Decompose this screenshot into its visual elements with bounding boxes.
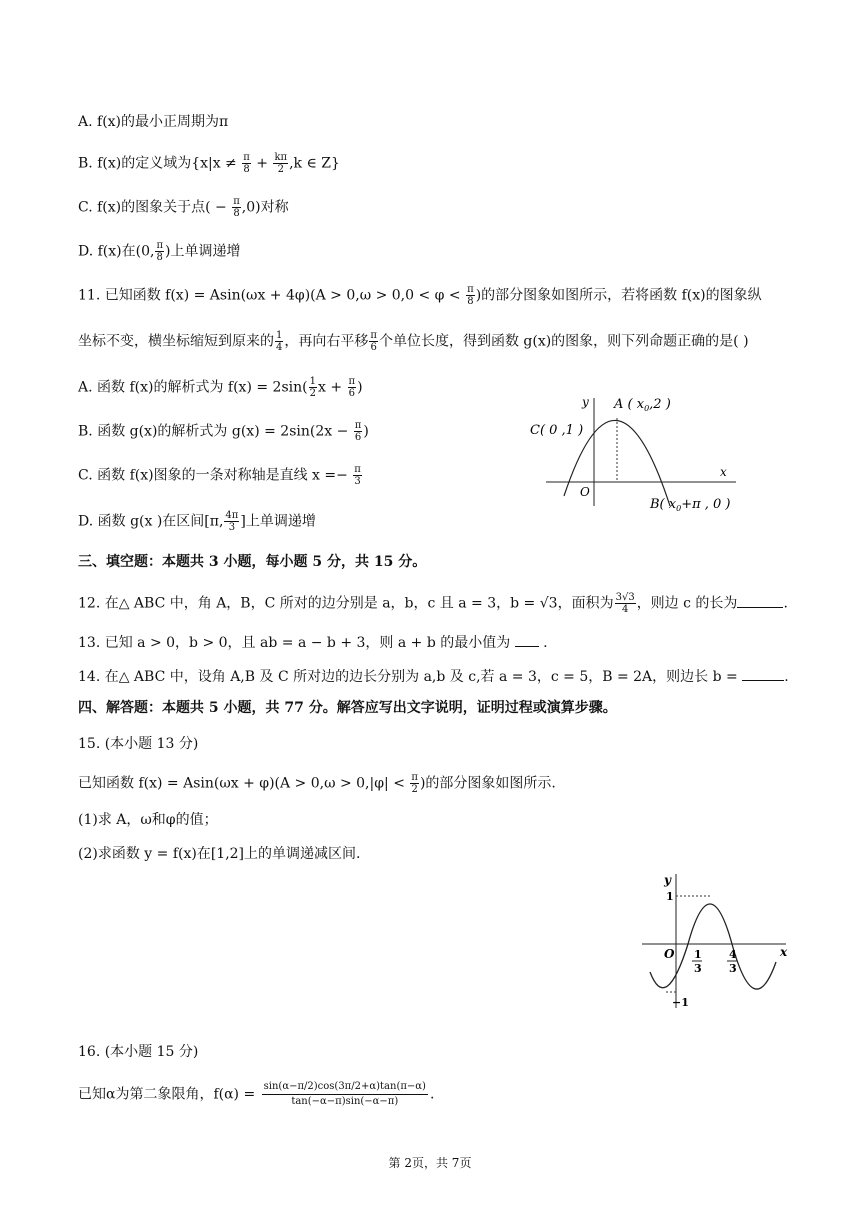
q13-post: . bbox=[543, 635, 548, 651]
q11-stem-pre: 11. 已知函数 f(x) = Asin(ωx + 4φ)(A > 0,ω > 0,0 < φ < bbox=[78, 287, 466, 304]
fraction-denominator: 8 bbox=[467, 296, 474, 307]
q11-stem-line2 bbox=[78, 330, 749, 353]
fraction-denominator: 3 bbox=[354, 476, 361, 487]
fraction-numerator: 3√3 bbox=[615, 592, 635, 603]
fraction bbox=[353, 464, 362, 487]
fraction-numerator: π bbox=[233, 196, 240, 207]
point-b-sub: 0 bbox=[676, 504, 682, 513]
origin-label: O bbox=[580, 485, 590, 499]
fraction bbox=[262, 1080, 428, 1109]
answer-blank[interactable] bbox=[742, 666, 784, 681]
q10-option-b bbox=[78, 152, 340, 175]
q15-part1: (1)求 A，ω和φ的值； bbox=[78, 812, 218, 828]
q11-stem2-mid: ，再向右平移 bbox=[284, 333, 369, 350]
q10-option-d bbox=[78, 240, 241, 263]
fraction-denominator: 2 bbox=[309, 388, 316, 399]
q10-option-b-pre: B. f(x)的定义域为{x|x ≠ bbox=[78, 155, 242, 172]
q13 bbox=[78, 632, 548, 653]
q11-option-a-post: ) bbox=[357, 379, 363, 396]
q16-stem-pre: 已知α为第二象限角，f(α) = bbox=[78, 1086, 260, 1103]
answer-blank[interactable] bbox=[515, 632, 539, 647]
x-tick-four-thirds-den: 3 bbox=[729, 962, 737, 975]
y-axis-label: y bbox=[664, 873, 671, 887]
q12-pre: 12. 在△ ABC 中，角 A，B，C 所对的边分别是 a，b，c 且 a = 3，b = √3，面积为 bbox=[78, 595, 614, 612]
answer-blank[interactable] bbox=[737, 593, 783, 608]
q11-option-c-pre: C. 函数 f(x)图象的一条对称轴是直线 x =− bbox=[78, 467, 353, 484]
point-b-label bbox=[649, 497, 731, 513]
fraction-numerator: 4π bbox=[225, 510, 239, 521]
fraction bbox=[615, 592, 636, 615]
y-axis-label: y bbox=[582, 395, 589, 409]
q11-option-a-mid: x + bbox=[317, 379, 347, 396]
q14: 14. 在△ ABC 中，设角 A,B 及 C 所对边的边长分别为 a,b 及 c,若 a = 3，c = 5，B = 2A，则边长 b = . bbox=[78, 666, 789, 687]
q15-stem-pre: 已知函数 f(x) = Asin(ωx + φ)(A > 0,ω > 0,|φ| < bbox=[78, 775, 410, 792]
q15-stem bbox=[78, 772, 556, 795]
page-footer: 第 2页，共 7页 bbox=[388, 1156, 472, 1170]
q10-option-d-pre: D. f(x)在(0, bbox=[78, 243, 155, 260]
fraction-numerator: 1 bbox=[276, 330, 283, 341]
fraction-numerator: π bbox=[370, 330, 377, 341]
q15-stem-post: )的部分图象如图所示. bbox=[419, 775, 556, 792]
q11-option-d-pre: D. 函数 g(x )在区间[π, bbox=[78, 513, 224, 530]
section4-heading: 四、解答题：本题共 5 小题，共 77 分。解答应写出文字说明，证明过程或演算步骤。 bbox=[78, 700, 617, 716]
fraction bbox=[309, 376, 317, 399]
q15-part2: (2)求函数 y = f(x)在[1,2]上的单调递减区间. bbox=[78, 846, 361, 862]
fraction bbox=[466, 284, 475, 307]
q15-heading: 15. (本小题 13 分) bbox=[78, 736, 199, 752]
y-tick-neg-one: −1 bbox=[672, 996, 689, 1009]
q10-option-c-post: ,0)对称 bbox=[241, 199, 289, 216]
fraction-denominator: 8 bbox=[156, 252, 163, 263]
q11-option-d-post: ]上单调递增 bbox=[240, 513, 316, 530]
q12-post: ，则边 c 的长为 bbox=[636, 595, 738, 612]
fraction bbox=[275, 330, 283, 353]
q10-option-b-post: ,k ∈ Z} bbox=[289, 155, 340, 172]
point-a-sub: 0 bbox=[644, 404, 650, 413]
fraction-numerator: π bbox=[156, 240, 164, 251]
fraction bbox=[369, 330, 378, 353]
q11-stem2-post: 个单位长度，得到函数 g(x)的图象，则下列命题正确的是( ) bbox=[378, 333, 749, 350]
fraction-numerator: π bbox=[243, 152, 250, 163]
fraction-denominator: 4 bbox=[621, 604, 629, 615]
q10-option-c-pre: C. f(x)的图象关于点( − bbox=[78, 199, 232, 216]
q11-option-d bbox=[78, 510, 316, 533]
fraction bbox=[273, 152, 288, 175]
fraction-denominator: tan(−α−π)sin(−α−π) bbox=[291, 1096, 399, 1107]
fraction-denominator: 2 bbox=[411, 784, 418, 795]
q10-option-d-post: )上单调递增 bbox=[165, 243, 241, 260]
point-a-post: ,2 ) bbox=[649, 397, 671, 412]
q16-stem bbox=[78, 1080, 434, 1109]
point-c-label: C( 0 ,1 ) bbox=[530, 423, 584, 438]
x-axis-label: x bbox=[720, 465, 727, 479]
fraction-numerator: π bbox=[467, 284, 474, 295]
q10-option-a-text: A. f(x)的最小正周期为π bbox=[78, 114, 229, 130]
x-tick-four-thirds-num: 4 bbox=[729, 948, 737, 961]
q10-option-c bbox=[78, 196, 289, 219]
point-b-text: B( x bbox=[650, 497, 677, 512]
fraction-numerator: sin(α−π/2)cos(3π/2+α)tan(π−α) bbox=[262, 1080, 428, 1095]
q11-option-b-post: ) bbox=[363, 423, 369, 440]
fraction-numerator: π bbox=[411, 772, 418, 783]
q10-option-a bbox=[78, 112, 228, 132]
q16-stem-post: . bbox=[429, 1086, 435, 1103]
q11-option-a bbox=[78, 376, 363, 399]
fraction bbox=[410, 772, 419, 795]
q11-option-b-pre: B. 函数 g(x)的解析式为 g(x) = 2sin(2x − bbox=[78, 423, 353, 440]
q14-pre: 14. 在△ ABC 中，设角 A,B 及 C 所对边的边长分别为 a,b 及 c,若 a = 3，c = 5，B = 2A，则边长 b = bbox=[78, 669, 738, 685]
q15-graph-figure bbox=[636, 868, 796, 1012]
q13-pre: 13. 已知 a > 0，b > 0，且 ab = a − b + 3，则 a + b 的最小值为 bbox=[78, 635, 511, 651]
section3-heading: 三、填空题：本题共 3 小题，每小题 5 分，共 15 分。 bbox=[78, 554, 427, 570]
fraction-denominator: 2 bbox=[277, 164, 284, 175]
fraction-denominator: 8 bbox=[243, 164, 250, 175]
fraction-denominator: 8 bbox=[233, 208, 240, 219]
q11-option-b bbox=[78, 420, 369, 443]
fraction bbox=[155, 240, 164, 263]
fraction bbox=[232, 196, 241, 219]
y-tick-one: 1 bbox=[666, 890, 674, 903]
q11-option-c bbox=[78, 464, 363, 487]
q12: 12. 在△ ABC 中，角 A，B，C 所对的边分别是 a，b，c 且 a = 3，b = √3，面积为 $\frac{3√3}{4}$ ，则边 c 的长为 . bbox=[78, 592, 788, 615]
fraction-numerator: kπ bbox=[274, 152, 288, 163]
origin-label: O bbox=[664, 947, 675, 961]
q11-stem-line1 bbox=[78, 284, 762, 307]
q11-stem-post: )的部分图象如图所示，若将函数 f(x)的图象纵 bbox=[475, 287, 762, 304]
q11-option-a-pre: A. 函数 f(x)的解析式为 f(x) = 2sin( bbox=[78, 379, 308, 396]
fraction bbox=[242, 152, 251, 175]
fraction-denominator: 6 bbox=[348, 388, 355, 399]
fraction-numerator: π bbox=[354, 420, 362, 431]
q10-option-b-mid: + bbox=[251, 155, 273, 172]
point-b-post: +π , 0 ) bbox=[681, 497, 731, 512]
fraction-numerator: π bbox=[348, 376, 356, 387]
point-a-label bbox=[613, 397, 671, 413]
fraction-numerator: π bbox=[354, 464, 361, 475]
x-tick-third-num: 1 bbox=[694, 948, 702, 961]
x-axis-label: x bbox=[780, 945, 788, 959]
fraction-numerator: 1 bbox=[309, 376, 316, 387]
fraction-denominator: 3 bbox=[228, 522, 236, 533]
fraction bbox=[348, 376, 357, 399]
fraction-denominator: 6 bbox=[370, 342, 377, 353]
q11-graph-figure bbox=[528, 388, 748, 520]
fraction bbox=[224, 510, 239, 533]
q11-stem2-pre: 坐标不变，横坐标缩短到原来的 bbox=[78, 333, 274, 350]
fraction bbox=[354, 420, 363, 443]
fraction-denominator: 6 bbox=[354, 432, 362, 443]
point-a-text: A ( x bbox=[614, 397, 645, 412]
x-tick-third-den: 3 bbox=[694, 962, 702, 975]
q16-heading: 16. (本小题 15 分) bbox=[78, 1044, 199, 1060]
fraction-denominator: 4 bbox=[276, 342, 283, 353]
